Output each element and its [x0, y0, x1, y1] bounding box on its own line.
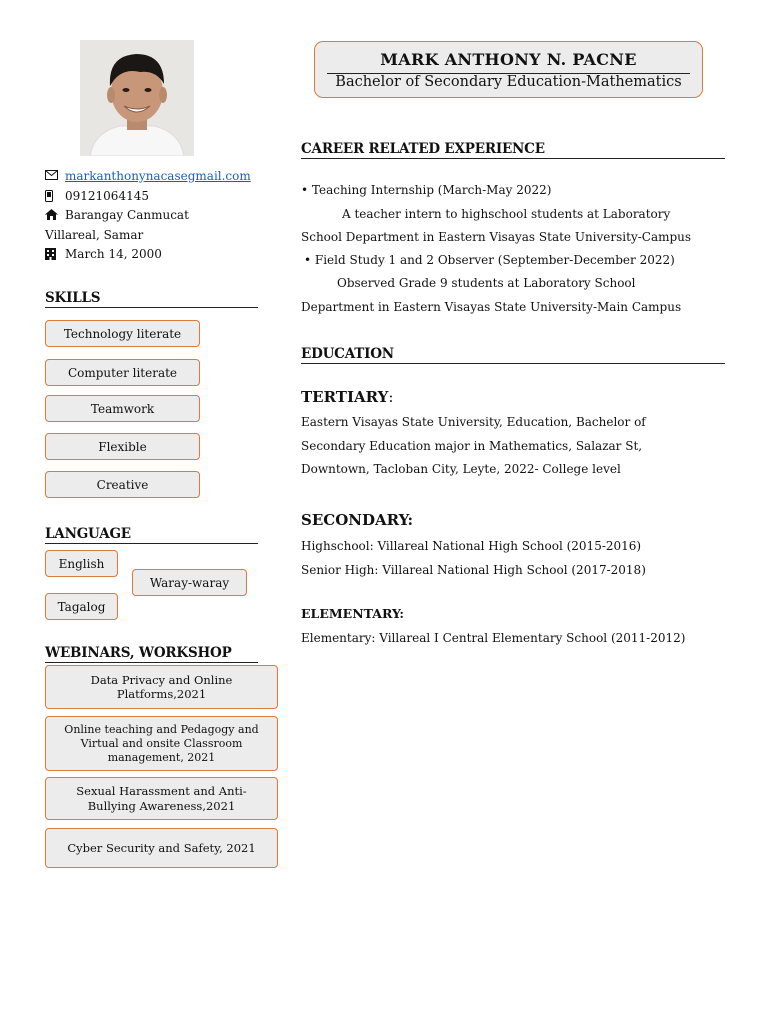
- tertiary-line: Eastern Visayas State University, Education, Bachelor of: [301, 415, 646, 429]
- secondary-label: SECONDARY:: [301, 511, 414, 529]
- secondary-line: Highschool: Villareal National High School (2015-2016): [301, 539, 642, 553]
- phone-number: 09121064145: [65, 188, 149, 203]
- experience-list: [301, 179, 725, 319]
- elementary-details: [301, 627, 725, 651]
- language-pill: English: [45, 550, 118, 577]
- webinar-pill: Data Privacy and Online Platforms,2021: [45, 665, 278, 709]
- skill-pill: Flexible: [45, 433, 200, 460]
- tertiary-details: [301, 411, 725, 482]
- birthdate: March 14, 2000: [65, 247, 162, 261]
- phone-icon: [45, 187, 65, 202]
- webinar-pill: Sexual Harassment and Anti-Bullying Awareness,2021: [45, 777, 278, 820]
- tertiary-colon: :: [388, 388, 394, 406]
- building-icon: [45, 245, 65, 260]
- full-name: MARK ANTHONY N. PACNE: [380, 50, 637, 69]
- email-row: [45, 167, 275, 187]
- elementary-label: ELEMENTARY:: [301, 606, 404, 621]
- tertiary-label: [301, 388, 725, 406]
- webinar-pill: Online teaching and Pedagogy and Virtual and onsite Classroom management, 2021: [45, 716, 278, 771]
- experience-heading: CAREER RELATED EXPERIENCE: [301, 141, 725, 159]
- skill-pill: Creative: [45, 471, 200, 498]
- experience-item-title: • Field Study 1 and 2 Observer (September-December 2022): [304, 252, 675, 267]
- secondary-details: [301, 535, 725, 582]
- skill-pill: Technology literate: [45, 320, 200, 347]
- home-icon: [45, 206, 65, 220]
- tertiary-line: Secondary Education major in Mathematics, Salazar St,: [301, 438, 643, 453]
- elementary-line: Elementary: Villareal I Central Elementary School (2011-2012): [301, 631, 686, 645]
- experience-item-title: • Teaching Internship (March-May 2022): [301, 183, 552, 197]
- envelope-icon: [45, 167, 65, 180]
- skill-pill: Computer literate: [45, 359, 200, 386]
- email-link[interactable]: markanthonynacasegmail.com: [65, 169, 251, 183]
- profile-photo: [80, 40, 194, 156]
- degree-title: Bachelor of Secondary Education-Mathematics: [335, 74, 682, 90]
- webinar-pill: Cyber Security and Safety, 2021: [45, 828, 278, 868]
- skill-pill: Teamwork: [45, 395, 200, 422]
- name-header: [314, 41, 703, 98]
- birthdate-row: [45, 245, 275, 265]
- address-line2: Villareal, Samar: [45, 227, 144, 242]
- skills-heading: SKILLS: [45, 290, 258, 308]
- language-pill: Waray-waray: [132, 569, 247, 596]
- webinars-heading: WEBINARS, WORKSHOP: [45, 645, 258, 663]
- language-pill: Tagalog: [45, 593, 118, 620]
- language-heading: LANGUAGE: [45, 526, 258, 544]
- phone-row: [45, 187, 275, 207]
- tertiary-label-text: TERTIARY: [301, 388, 389, 406]
- education-heading: EDUCATION: [301, 346, 725, 364]
- experience-item-desc: Observed Grade 9 students at Laboratory School: [337, 276, 636, 290]
- address-line1: Barangay Canmucat: [65, 208, 189, 222]
- experience-item-desc: A teacher intern to highschool students at Laboratory: [342, 206, 671, 221]
- tertiary-line: Downtown, Tacloban City, Leyte, 2022- College level: [301, 462, 621, 476]
- contact-info: [45, 167, 275, 265]
- secondary-line: Senior High: Villareal National High School (2017-2018): [301, 562, 646, 577]
- address-row: [45, 206, 275, 226]
- experience-item-desc: School Department in Eastern Visayas State University-Campus: [301, 230, 692, 244]
- experience-item-desc: Department in Eastern Visayas State University-Main Campus: [301, 299, 682, 314]
